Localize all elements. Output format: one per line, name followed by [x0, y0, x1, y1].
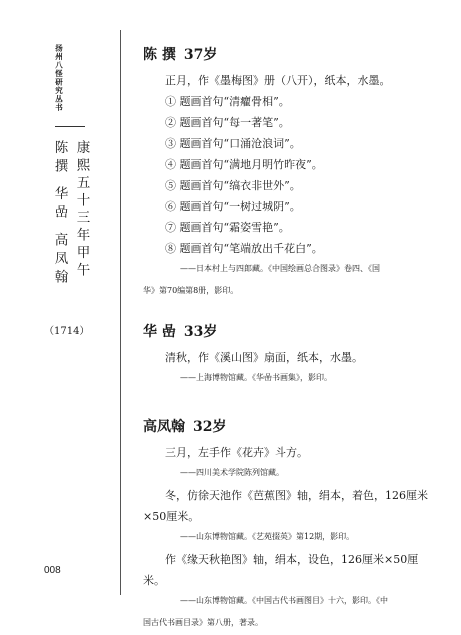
list-item: ③ 题画首句“口涌沧浪词”。: [165, 137, 301, 150]
source-note: ——四川美术学院陈列馆藏。: [180, 468, 284, 477]
entry-text: 三月，左手作《花卉》斗方。: [165, 446, 308, 459]
artist-name: 高凤翰: [143, 419, 185, 435]
list-item: ⑦ 题画首句“霜姿雪艳”。: [165, 221, 290, 234]
list-item: ⑤ 题画首句“缟衣非世外”。: [165, 179, 301, 192]
artist-age: 33岁: [183, 324, 218, 340]
margin-divider: [55, 126, 85, 127]
entry-text: 清秋，作《溪山图》扇面，纸本，水墨。: [165, 351, 363, 364]
list-item: ⑧ 题画首句“笔端放出千花白”。: [165, 242, 323, 255]
series-title: 扬州八怪研究丛书: [54, 44, 64, 112]
main-content: [143, 44, 428, 635]
page-number: 008: [44, 565, 61, 576]
source-note-continued: 华》第70编第8册，影印。: [143, 286, 239, 295]
artist-name: 华 嵒: [143, 324, 176, 340]
artist-age: 32岁: [193, 419, 227, 435]
column-separator: [120, 30, 121, 595]
list-item: ① 题画首句“清癯骨相”。: [165, 95, 290, 108]
entry-title-chen-zhuan: [143, 44, 428, 64]
entry-text: 正月，作《墨梅图》册（八开），纸本，水墨。: [165, 74, 391, 87]
margin-year: （1714）: [44, 326, 90, 337]
source-note-continued: 国古代书画目录》第八册，著录。: [143, 618, 263, 627]
entry-title-gao-fenghan: [143, 416, 428, 436]
list-item: ② 题画首句“每一著笔”。: [165, 116, 290, 129]
margin-names-heading: 陈撰 华嵒 高凤翰: [51, 140, 68, 289]
source-note: ——山东博物馆藏。《艺苑掇英》第12期，影印。: [180, 532, 355, 541]
artist-name: 陈 撰: [143, 47, 176, 63]
source-note: ——山东博物馆藏。《中国古代书画图目》十六，影印。《中: [180, 596, 388, 605]
entry-text: 冬，仿徐天池作《芭蕉图》轴，绢本，着色，126厘米×50厘米。: [143, 489, 428, 523]
source-note: ——上海博物馆藏。《华嵒书画集》，影印。: [180, 373, 332, 382]
entry-title-hua-yan: [143, 321, 428, 341]
entry-text: 作《缘天秋艳图》轴，绢本，设色，126厘米×50厘米。: [143, 553, 419, 587]
source-note: ——日本村上与四郎藏。《中国绘画总合图录》卷四、《国: [180, 264, 380, 273]
list-item: ④ 题画首句“满地月明竹昨夜”。: [165, 158, 323, 171]
list-item: ⑥ 题画首句“一树过城阴”。: [165, 200, 301, 213]
artist-age: 37岁: [183, 47, 218, 63]
margin-era-heading: 康熙五十三年甲午: [73, 140, 90, 280]
